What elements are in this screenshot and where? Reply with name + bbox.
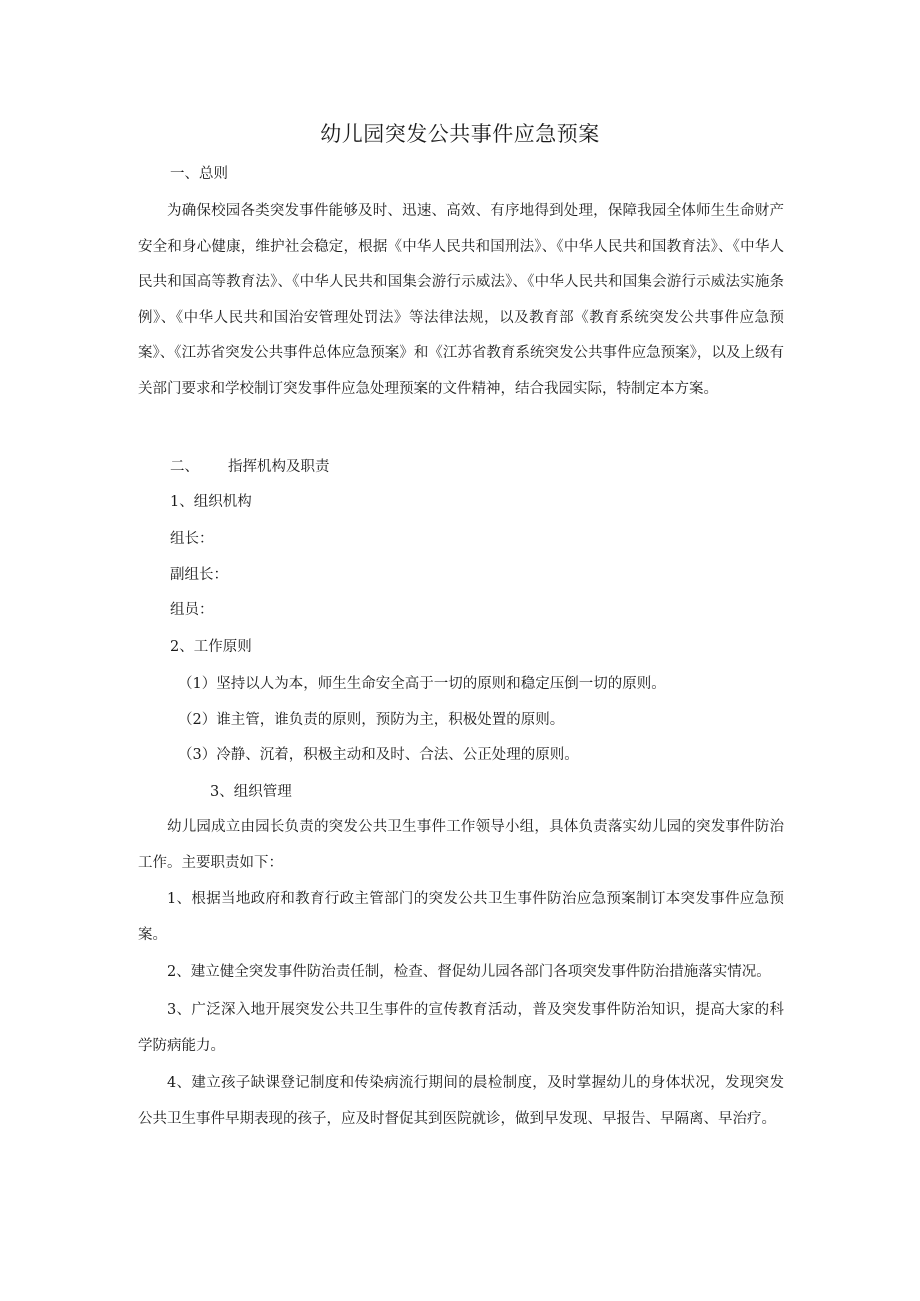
management-paragraph: 幼儿园成立由园长负责的突发公共卫生事件工作领导小组，具体负责落实幼儿园的突发事件防治工作。主要职责如下：	[138, 819, 784, 871]
principles-heading: 2、工作原则	[170, 639, 252, 655]
principle-item: （3）冷静、沉着，积极主动和及时、合法、公正处理的原则。	[178, 747, 579, 763]
section2-heading: 指挥机构及职责	[228, 459, 330, 475]
org-heading: 1、组织机构	[170, 494, 252, 510]
duty-item: 3、广泛深入地开展突发公共卫生事件的宣传教育活动，普及突发事件防治知识，提高大家的科学防病能力。	[138, 1002, 784, 1054]
duty-item: 2、建立健全突发事件防治责任制，检查、督促幼儿园各部门各项突发事件防治措施落实情况。	[167, 964, 771, 980]
section1-paragraph: 为确保校园各类突发事件能够及时、迅速、高效、有序地得到处理，保障我园全体师生生命财产安全和身心健康，维护社会稳定，根据《中华人民共和国刑法》、《中华人民共和国教育法》、《中华人民共和国高等教育法》、《中华人民共和国集会游行示威法》、《中华人民共和国集会游行示威法实施条例》、《中华人民共和国治安管理处罚法》等法律法规，以及教育部《教育系统突发公共事件应急预案》、《江苏省突发公共事件总体应急预案》和《江苏省教育系统突发公共事件应急预案》，以及上级有关部门要求和学校制订突发事件应急处理预案的文件精神，结合我园实际，特制定本方案。	[138, 203, 784, 397]
principle-item: （2）谁主管，谁负责的原则，预防为主，积极处置的原则。	[178, 712, 565, 728]
leader-label: 组长：	[170, 531, 214, 547]
section1-heading: 一、总则	[170, 166, 228, 182]
principle-item: （1）坚持以人为本，师生生命安全高于一切的原则和稳定压倒一切的原则。	[178, 676, 666, 692]
section2-number: 二、	[170, 459, 199, 475]
deputy-label: 副组长：	[170, 567, 228, 583]
duty-item: 4、建立孩子缺课登记制度和传染病流行期间的晨检制度，及时掌握幼儿的身体状况，发现突发公共卫生事件早期表现的孩子，应及时督促其到医院就诊，做到早发现、早报告、早隔离、早治疗。	[138, 1075, 784, 1127]
document-body	[138, 0, 784, 1301]
management-heading: 3、组织管理	[210, 784, 292, 800]
member-label: 组员：	[170, 602, 214, 618]
document-title: 幼儿园突发公共事件应急预案	[320, 122, 600, 146]
duty-item: 1、根据当地政府和教育行政主管部门的突发公共卫生事件防治应急预案制订本突发事件应急预案。	[138, 891, 784, 943]
